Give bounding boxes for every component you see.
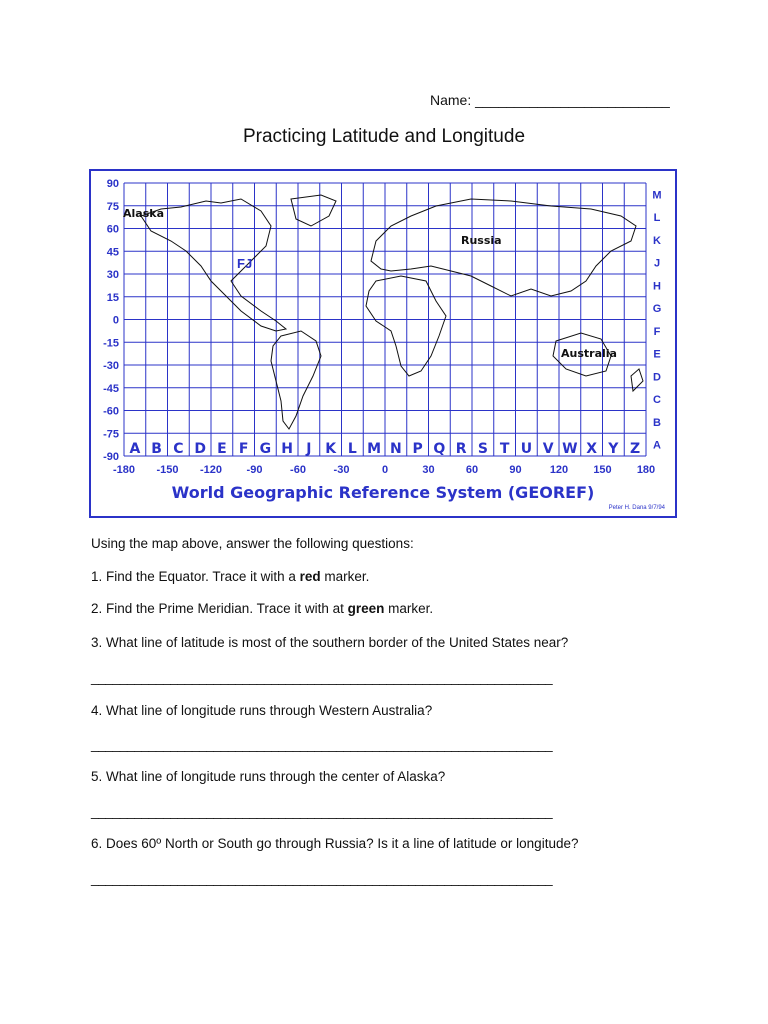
row-letter: M (652, 189, 662, 202)
row-letter: C (653, 394, 661, 407)
column-letter: W (562, 441, 578, 457)
lon-tick-label: 150 (593, 464, 612, 476)
row-letter: G (652, 303, 662, 316)
column-letter: G (259, 441, 272, 457)
column-letter: L (347, 441, 357, 457)
question-5: 5. What line of longitude runs through the center of Alaska? (91, 769, 446, 784)
column-letter: D (194, 441, 206, 457)
question-3: 3. What line of latitude is most of the southern border of the United States near? (91, 635, 569, 650)
column-letter: U (520, 441, 533, 457)
column-letter: P (412, 441, 423, 457)
answer-line-4[interactable]: ________________________________________________________________ (91, 737, 553, 752)
row-letter: L (653, 212, 661, 225)
column-letter: K (325, 441, 337, 457)
lat-tick-label: -30 (103, 360, 119, 372)
lat-tick-label: 30 (106, 269, 119, 281)
lat-tick-label: 15 (106, 291, 119, 304)
lon-tick-label: 180 (636, 464, 656, 476)
map-label-fj: FJ (237, 256, 253, 271)
row-letter: F (653, 325, 661, 338)
row-letter: D (653, 371, 661, 384)
column-letter: S (477, 441, 488, 457)
column-letter: R (455, 441, 467, 457)
row-letter: E (653, 348, 661, 361)
name-field-label: Name: _________________________ (430, 92, 670, 108)
lon-tick-label: -180 (112, 464, 136, 476)
map-caption: World Geographic Reference System (GEOREF) (171, 483, 595, 502)
lat-tick-label: 75 (106, 200, 119, 213)
page-title: Practicing Latitude and Longitude (242, 126, 526, 147)
question-6: 6. Does 60º North or South go through Russia? Is it a line of latitude or longitude? (91, 836, 579, 851)
column-letter: Y (608, 441, 619, 457)
column-letter: Q (433, 441, 446, 457)
south-america-outline (271, 331, 321, 429)
map-label-russia: Russia (461, 234, 502, 247)
land-outlines (141, 195, 643, 429)
georef-grid-svg (91, 171, 675, 516)
lat-tick-label: 90 (106, 178, 119, 190)
question-4: 4. What line of longitude runs through Western Australia? (91, 703, 433, 718)
column-letter: N (390, 441, 402, 457)
row-letter: H (653, 280, 661, 293)
lon-tick-label: 0 (381, 464, 389, 476)
grid-lines (124, 183, 646, 456)
column-letter: V (542, 441, 554, 457)
lon-tick-label: 30 (422, 464, 435, 476)
lon-tick-label: 90 (509, 464, 522, 476)
map-label-australia: Australia (561, 347, 617, 360)
column-letter: B (151, 441, 162, 457)
column-letter: C (173, 441, 184, 457)
lat-tick-label: -75 (103, 428, 119, 441)
column-letter: H (281, 441, 293, 457)
lat-tick-label: 45 (106, 246, 119, 259)
lon-tick-label: 60 (465, 464, 479, 476)
answer-line-6[interactable]: ________________________________________________________________ (91, 871, 553, 886)
column-letter: F (238, 441, 249, 457)
lat-tick-label: -15 (103, 337, 119, 350)
lat-tick-label: -45 (103, 382, 119, 395)
question-2: 2. Find the Prime Meridian. Trace it with at green marker. (91, 601, 434, 616)
column-letter: E (217, 441, 227, 457)
lat-tick-label: 0 (112, 314, 119, 327)
lon-tick-label: -30 (333, 464, 350, 476)
row-letter: K (653, 234, 661, 247)
lon-tick-label: -120 (199, 464, 223, 476)
question-1: 1. Find the Equator. Trace it with a red marker. (91, 569, 370, 584)
map-label-alaska: Alaska (123, 207, 164, 220)
eurasia-outline (371, 199, 636, 296)
column-letter: A (129, 441, 141, 457)
lat-tick-label: 60 (106, 223, 119, 236)
africa-outline (366, 276, 446, 376)
lat-tick-label: -90 (103, 451, 119, 463)
column-letter: Z (630, 441, 641, 457)
instructions-text: Using the map above, answer the following questions: (91, 536, 414, 551)
lon-tick-label: -60 (290, 464, 306, 476)
axis-labels (103, 178, 661, 476)
answer-line-3[interactable]: ________________________________________________________________ (91, 670, 553, 685)
column-letter: X (586, 441, 598, 457)
lon-tick-label: 120 (549, 464, 569, 476)
lon-tick-label: -150 (156, 464, 179, 476)
column-letter: M (367, 441, 382, 457)
map-credit: Peter H. Dana 9/7/94 (608, 505, 665, 511)
column-letter: T (499, 441, 510, 457)
lat-tick-label: -60 (103, 405, 119, 418)
column-letter: J (306, 441, 312, 457)
lon-tick-label: -90 (246, 464, 263, 476)
row-letter: A (653, 439, 661, 452)
georef-map (89, 169, 677, 518)
row-letter: J (653, 257, 661, 270)
row-letter: B (653, 416, 661, 429)
answer-line-5[interactable]: ________________________________________________________________ (91, 804, 553, 819)
